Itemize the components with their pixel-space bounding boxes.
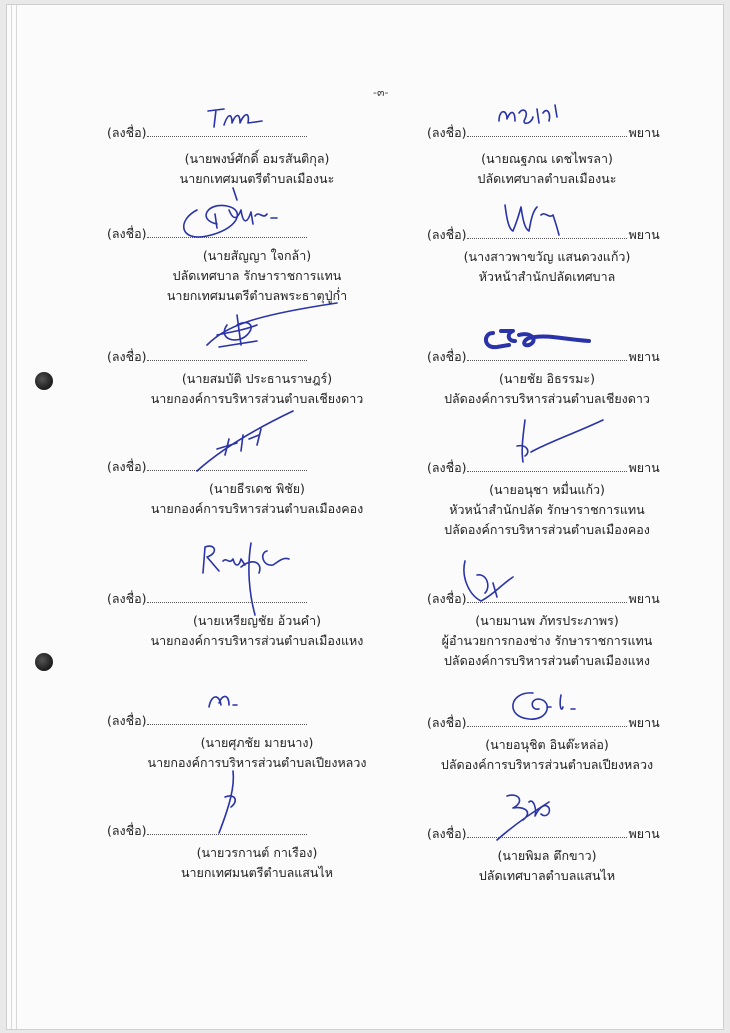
signatory-position: ปลัดองค์การบริหารส่วนตำบลเปียงหลวง xyxy=(440,757,654,772)
handwritten-signature xyxy=(211,767,251,837)
sign-label: (ลงชื่อ) xyxy=(427,125,467,140)
handwritten-signature xyxy=(187,295,347,359)
right-signatory-1 xyxy=(427,107,724,207)
signatory-position: ปลัดเทศบาลตำบลเมืองนะ xyxy=(477,171,617,186)
handwritten-signature xyxy=(513,416,613,466)
right-signatory-4 xyxy=(427,452,724,552)
signatory-position: นายกเทศมนตรีตำบลแสนไห xyxy=(180,865,333,880)
signatory-name: (นายสัญญา ใจกล้า) xyxy=(202,248,312,263)
handwritten-signature xyxy=(489,788,579,844)
witness-label: พยาน xyxy=(628,349,660,364)
signatory-name: (นายอนุชิต อินต๊ะหล่อ) xyxy=(485,737,609,752)
handwritten-signature xyxy=(499,687,599,737)
signatory-position: นายกองค์การบริหารส่วนตำบลเชียงดาว xyxy=(150,391,364,406)
witness-label: พยาน xyxy=(628,125,660,140)
signatory-position: ปลัดองค์การบริหารส่วนตำบลเมืองคอง xyxy=(444,522,650,537)
binding-edge xyxy=(16,5,17,1029)
right-signatory-7 xyxy=(427,820,724,920)
sign-label: (ลงชื่อ) xyxy=(427,349,467,364)
punch-hole xyxy=(35,653,53,671)
left-signatory-5 xyxy=(107,577,407,677)
witness-label: พยาน xyxy=(628,591,660,606)
left-signatory-6 xyxy=(107,705,407,805)
right-signatory-2 xyxy=(427,213,724,313)
sign-label: (ลงชื่อ) xyxy=(427,826,467,841)
sign-label: (ลงชื่อ) xyxy=(427,227,467,242)
signatory-name: (นายสมบัติ ประธานราษฎร์) xyxy=(181,371,333,386)
signatory-position: นายกองค์การบริหารส่วนตำบลเมืองคอง xyxy=(150,501,364,516)
signatory-name: (นายพงษ์ศักดิ์ อมรสันติกุล) xyxy=(184,151,330,166)
signature-line xyxy=(107,821,307,841)
document-page xyxy=(6,4,724,1030)
sign-label: (ลงชื่อ) xyxy=(107,823,147,838)
sign-label: (ลงชื่อ) xyxy=(107,459,147,474)
witness-label: พยาน xyxy=(628,227,660,242)
signatory-name: (นายชัย อิธรรมะ) xyxy=(499,371,595,386)
signatory-position: ปลัดเทศบาล รักษาราชการแทน xyxy=(172,268,342,283)
signatory-name: (นายณฐภณ เดชไพรลา) xyxy=(481,151,613,166)
sign-label: (ลงชื่อ) xyxy=(107,591,147,606)
witness-label: พยาน xyxy=(628,826,660,841)
signatory-position: ปลัดองค์การบริหารส่วนตำบลเมืองแหง xyxy=(443,653,651,668)
right-signatory-5 xyxy=(427,583,724,683)
left-signatory-2 xyxy=(107,208,407,308)
signatory-position: ปลัดเทศบาลตำบลแสนไห xyxy=(478,868,616,883)
handwritten-signature xyxy=(193,537,303,617)
signatory-position: ผู้อำนวยการกองช่าง รักษาราชการแทน xyxy=(441,633,653,648)
handwritten-signature xyxy=(479,325,609,357)
sign-label: (ลงชื่อ) xyxy=(427,460,467,475)
signatory-position: หัวหน้าสำนักปลัด รักษาราชการแทน xyxy=(449,502,645,517)
signatory-name: (นายพิมล ตึกขาว) xyxy=(497,848,597,863)
signatory-name: (นายอนุชา หมื่นแก้ว) xyxy=(489,482,605,497)
signatory-name: (นายธีรเดช พิชัย) xyxy=(209,481,305,496)
handwritten-signature xyxy=(203,685,253,715)
signatory-name: (นางสาวพาขวัญ แสนดวงแก้ว) xyxy=(463,249,631,264)
binding-edge xyxy=(11,5,12,1029)
sign-label: (ลงชื่อ) xyxy=(107,349,147,364)
sign-label: (ลงชื่อ) xyxy=(427,715,467,730)
sign-label: (ลงชื่อ) xyxy=(107,713,147,728)
sign-label: (ลงชื่อ) xyxy=(427,591,467,606)
punch-hole xyxy=(35,372,53,390)
signatory-name: (นายมานพ ภัทรประภาพร) xyxy=(475,613,619,628)
handwritten-signature xyxy=(457,557,527,607)
page-number: -๓- xyxy=(373,86,389,99)
signatory-position: นายกองค์การบริหารส่วนตำบลเปียงหลวง xyxy=(147,755,367,770)
witness-label: พยาน xyxy=(628,460,660,475)
signatory-position: นายกเทศมนตรีตำบลพระธาตุปู่ก่ำ xyxy=(166,288,348,303)
handwritten-signature xyxy=(499,201,579,241)
signatory-name: (นายศุภชัย มายนาง) xyxy=(200,735,314,750)
signatory-name: (นายเหรียญชัย อ้วนคำ) xyxy=(192,613,322,628)
handwritten-signature xyxy=(177,409,307,479)
signatory-position: ปลัดองค์การบริหารส่วนตำบลเชียงดาว xyxy=(444,391,650,406)
handwritten-signature xyxy=(493,99,573,135)
signatory-position: นายกองค์การบริหารส่วนตำบลเมืองแหง xyxy=(150,633,364,648)
handwritten-signature xyxy=(167,180,297,250)
witness-label: พยาน xyxy=(628,715,660,730)
signatory-position: หัวหน้าสำนักปลัดเทศบาล xyxy=(478,269,616,284)
signatory-position: นายกเทศมนตรีตำบลเมืองนะ xyxy=(179,171,335,186)
left-signatory-4 xyxy=(107,445,407,545)
sign-label: (ลงชื่อ) xyxy=(107,226,147,241)
signatory-name: (นายวรกานต์ กาเรือง) xyxy=(196,845,318,860)
handwritten-signature xyxy=(202,101,282,135)
left-signatory-7 xyxy=(107,815,407,915)
sign-label: (ลงชื่อ) xyxy=(107,125,147,140)
